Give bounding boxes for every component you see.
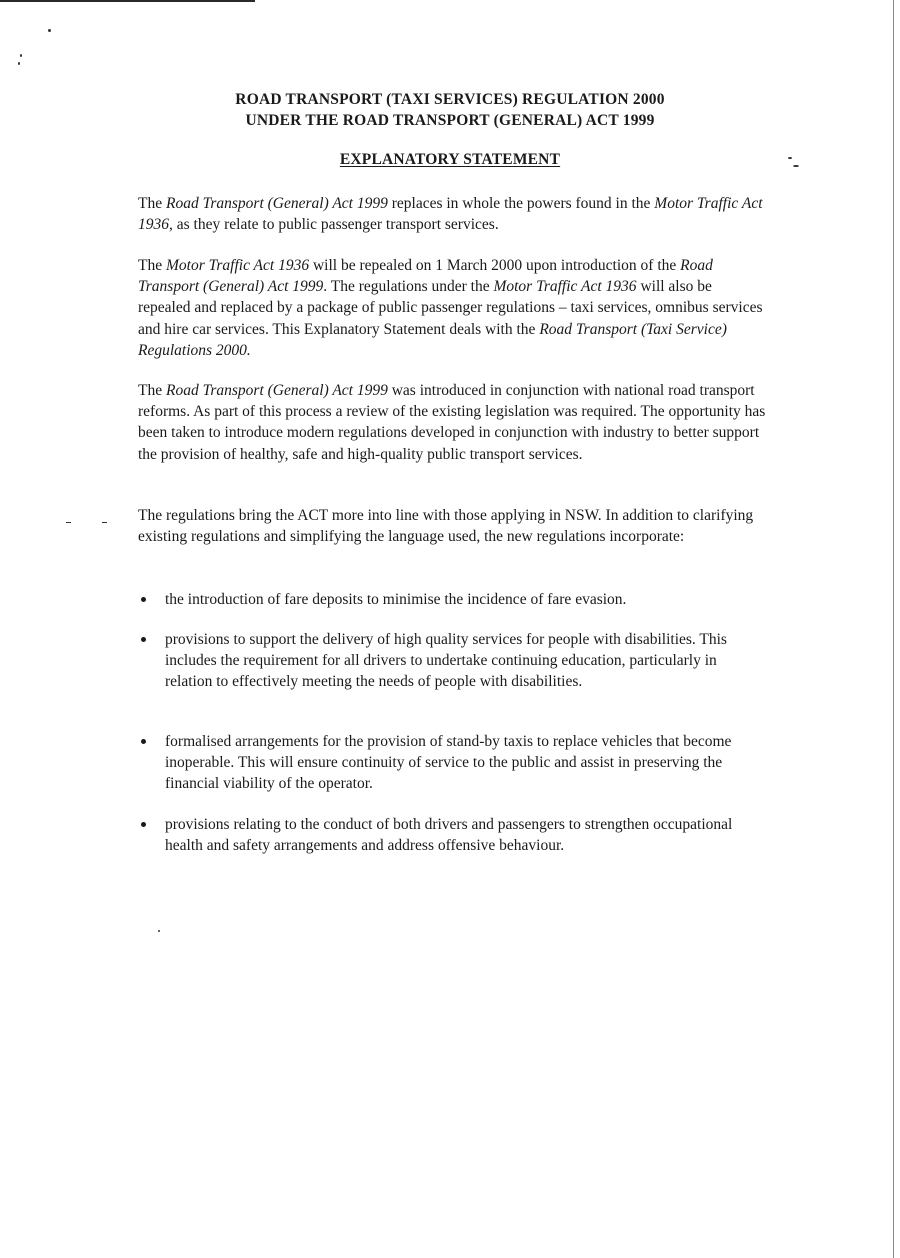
paragraph-2: The Motor Traffic Act 1936 will be repealed on 1 March 2000 upon introduction of the Road Transport (General) Act 1999. The regulations under the Motor Traffic Act 1936 will also be repealed and replaced by a package of public passenger regulations – taxi services, omnibus services and hire car services. This Explanatory Statement deals with the Road Transport (Taxi Service) Regulations 2000.: [138, 257, 763, 359]
bullet-text: provisions relating to the conduct of both drivers and passengers to strengthen occupational health and safety arrangements and address offensive behaviour.: [165, 816, 733, 855]
bullet-dot-icon: [141, 637, 146, 642]
scan-speck: [48, 29, 51, 32]
document-title-line-1: ROAD TRANSPORT (TAXI SERVICES) REGULATION 2000: [235, 91, 665, 108]
bullet-text: formalised arrangements for the provision of stand-by taxis to replace vehicles that become inoperable. This will ensure continuity of service to the public and assist in preserving the financial viability of the operator.: [165, 733, 732, 793]
scan-speck: [158, 930, 160, 932]
scan-speck: [102, 522, 107, 523]
bullet-dot-icon: [141, 739, 146, 744]
scan-speck: [20, 54, 22, 57]
scan-edge-line: [893, 0, 894, 1258]
scan-speck: [66, 522, 71, 523]
paragraph-4: The regulations bring the ACT more into line with those applying in NSW. In addition to clarifying existing regulations and simplifying the language used, the new regulations incorporate:: [138, 507, 754, 546]
paragraph-1: The Road Transport (General) Act 1999 replaces in whole the powers found in the Motor Traffic Act 1936, as they relate to public passenger transport services.: [138, 195, 763, 234]
bullet-text: the introduction of fare deposits to minimise the incidence of fare evasion.: [165, 591, 627, 608]
bullet-text: provisions to support the delivery of high quality services for people with disabilities. This includes the requirement for all drivers to undertake continuing education, particularly in relation to effectively meeting the needs of people with disabilities.: [165, 631, 727, 691]
bullet-dot-icon: [141, 597, 146, 602]
document-title-line-2: UNDER THE ROAD TRANSPORT (GENERAL) ACT 1999: [245, 112, 655, 129]
scan-speck: [18, 62, 20, 65]
bullet-dot-icon: [141, 822, 146, 827]
paragraph-3: The Road Transport (General) Act 1999 was introduced in conjunction with national road transport reforms. As part of this process a review of the existing legislation was required. The opportunity has been taken to introduce modern regulations developed in conjunction with industry to better support the provision of healthy, safe and high-quality public transport services.: [138, 382, 766, 463]
section-heading: EXPLANATORY STATEMENT: [339, 151, 561, 168]
scan-edge-rule: [0, 0, 255, 2]
